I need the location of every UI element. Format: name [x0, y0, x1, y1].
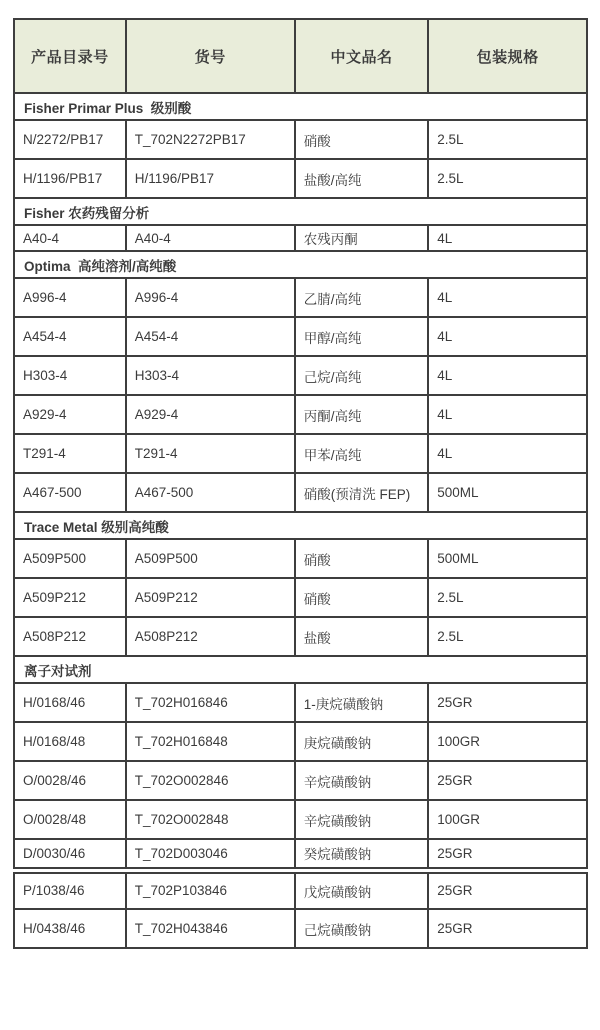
- item-number-cell: T_702O002848: [126, 800, 295, 839]
- section-header-row: [14, 251, 587, 278]
- pack-size-cell: 4L: [428, 278, 587, 317]
- table-row: [14, 278, 587, 317]
- table-row: [14, 761, 587, 800]
- pack-size-cell: 4L: [428, 434, 587, 473]
- table-row: [14, 578, 587, 617]
- pack-size-cell: 4L: [428, 317, 587, 356]
- table-row: [14, 617, 587, 656]
- table-row: [14, 839, 587, 870]
- table-row: [14, 317, 587, 356]
- pack-size-cell: 2.5L: [428, 578, 587, 617]
- pack-size-cell: 25GR: [428, 761, 587, 800]
- section-header-row: [14, 512, 587, 539]
- item-number-cell: H/1196/PB17: [126, 159, 295, 198]
- product-name-cell: 1-庚烷磺酸钠: [295, 683, 429, 722]
- item-number-cell: A467-500: [126, 473, 295, 512]
- catalog-number-cell: H303-4: [14, 356, 126, 395]
- column-header-item-number: 货号: [126, 19, 295, 93]
- column-header-catalog-number: 产品目录号: [14, 19, 126, 93]
- table-row: [14, 473, 587, 512]
- catalog-number-cell: A467-500: [14, 473, 126, 512]
- product-catalog-table: [13, 18, 588, 949]
- catalog-number-cell: A508P212: [14, 617, 126, 656]
- table-row: [14, 395, 587, 434]
- item-number-cell: T_702D003046: [126, 839, 295, 870]
- section-header-label: Optima 高纯溶剂/高纯酸: [14, 251, 587, 278]
- product-name-cell: 己烷磺酸钠: [295, 909, 429, 948]
- pack-size-cell: 100GR: [428, 800, 587, 839]
- product-name-cell: 辛烷磺酸钠: [295, 800, 429, 839]
- pack-size-cell: 2.5L: [428, 120, 587, 159]
- pack-size-cell: 25GR: [428, 683, 587, 722]
- table-row: [14, 225, 587, 251]
- section-header-row: [14, 198, 587, 225]
- catalog-number-cell: A996-4: [14, 278, 126, 317]
- item-number-cell: T_702P103846: [126, 870, 295, 909]
- pack-size-cell: 500ML: [428, 473, 587, 512]
- pack-size-cell: 25GR: [428, 870, 587, 909]
- pack-size-cell: 25GR: [428, 839, 587, 870]
- product-name-cell: 甲苯/高纯: [295, 434, 429, 473]
- product-name-cell: 硝酸: [295, 578, 429, 617]
- pack-size-cell: 4L: [428, 356, 587, 395]
- section-header-row: [14, 93, 587, 120]
- catalog-number-cell: N/2272/PB17: [14, 120, 126, 159]
- pack-size-cell: 25GR: [428, 909, 587, 948]
- product-name-cell: 农残丙酮: [295, 225, 429, 251]
- page: [0, 18, 600, 1030]
- product-name-cell: 硝酸(预清洗 FEP): [295, 473, 429, 512]
- table-header: [14, 19, 587, 93]
- product-name-cell: 盐酸: [295, 617, 429, 656]
- pack-size-cell: 4L: [428, 225, 587, 251]
- catalog-number-cell: A929-4: [14, 395, 126, 434]
- item-number-cell: T_702H043846: [126, 909, 295, 948]
- product-name-cell: 硝酸: [295, 120, 429, 159]
- pack-size-cell: 2.5L: [428, 159, 587, 198]
- catalog-number-cell: H/0168/48: [14, 722, 126, 761]
- column-header-pack-size: 包装规格: [428, 19, 587, 93]
- product-name-cell: 戊烷磺酸钠: [295, 870, 429, 909]
- item-number-cell: A509P500: [126, 539, 295, 578]
- item-number-cell: A508P212: [126, 617, 295, 656]
- item-number-cell: T_702H016846: [126, 683, 295, 722]
- pack-size-cell: 4L: [428, 395, 587, 434]
- product-name-cell: 盐酸/高纯: [295, 159, 429, 198]
- section-header-row: [14, 656, 587, 683]
- table-row: [14, 159, 587, 198]
- catalog-number-cell: D/0030/46: [14, 839, 126, 870]
- table-body: [14, 93, 587, 948]
- table-row: [14, 356, 587, 395]
- catalog-number-cell: P/1038/46: [14, 870, 126, 909]
- pack-size-cell: 2.5L: [428, 617, 587, 656]
- pack-size-cell: 100GR: [428, 722, 587, 761]
- item-number-cell: A509P212: [126, 578, 295, 617]
- column-header-product-name: 中文品名: [295, 19, 429, 93]
- catalog-number-cell: H/0438/46: [14, 909, 126, 948]
- product-name-cell: 癸烷磺酸钠: [295, 839, 429, 870]
- section-header-label: Fisher 农药残留分析: [14, 198, 587, 225]
- item-number-cell: T291-4: [126, 434, 295, 473]
- table-row: [14, 722, 587, 761]
- table-row: [14, 800, 587, 839]
- item-number-cell: T_702O002846: [126, 761, 295, 800]
- product-name-cell: 硝酸: [295, 539, 429, 578]
- section-header-label: Fisher Primar Plus 级别酸: [14, 93, 587, 120]
- item-number-cell: A454-4: [126, 317, 295, 356]
- catalog-number-cell: H/0168/46: [14, 683, 126, 722]
- item-number-cell: A929-4: [126, 395, 295, 434]
- table-row: [14, 683, 587, 722]
- product-name-cell: 庚烷磺酸钠: [295, 722, 429, 761]
- header-row: [14, 19, 587, 93]
- catalog-number-cell: A509P212: [14, 578, 126, 617]
- catalog-number-cell: H/1196/PB17: [14, 159, 126, 198]
- section-header-label: Trace Metal 级别高纯酸: [14, 512, 587, 539]
- product-name-cell: 丙酮/高纯: [295, 395, 429, 434]
- catalog-number-cell: A40-4: [14, 225, 126, 251]
- item-number-cell: A996-4: [126, 278, 295, 317]
- item-number-cell: T_702H016848: [126, 722, 295, 761]
- catalog-number-cell: O/0028/46: [14, 761, 126, 800]
- catalog-number-cell: O/0028/48: [14, 800, 126, 839]
- catalog-number-cell: A509P500: [14, 539, 126, 578]
- item-number-cell: H303-4: [126, 356, 295, 395]
- product-name-cell: 辛烷磺酸钠: [295, 761, 429, 800]
- catalog-number-cell: A454-4: [14, 317, 126, 356]
- pack-size-cell: 500ML: [428, 539, 587, 578]
- table-row: [14, 870, 587, 909]
- table-row: [14, 120, 587, 159]
- product-name-cell: 甲醇/高纯: [295, 317, 429, 356]
- table-row: [14, 434, 587, 473]
- item-number-cell: T_702N2272PB17: [126, 120, 295, 159]
- section-header-label: 离子对试剂: [14, 656, 587, 683]
- catalog-number-cell: T291-4: [14, 434, 126, 473]
- table-row: [14, 909, 587, 948]
- product-name-cell: 乙腈/高纯: [295, 278, 429, 317]
- product-name-cell: 己烷/高纯: [295, 356, 429, 395]
- table-row: [14, 539, 587, 578]
- item-number-cell: A40-4: [126, 225, 295, 251]
